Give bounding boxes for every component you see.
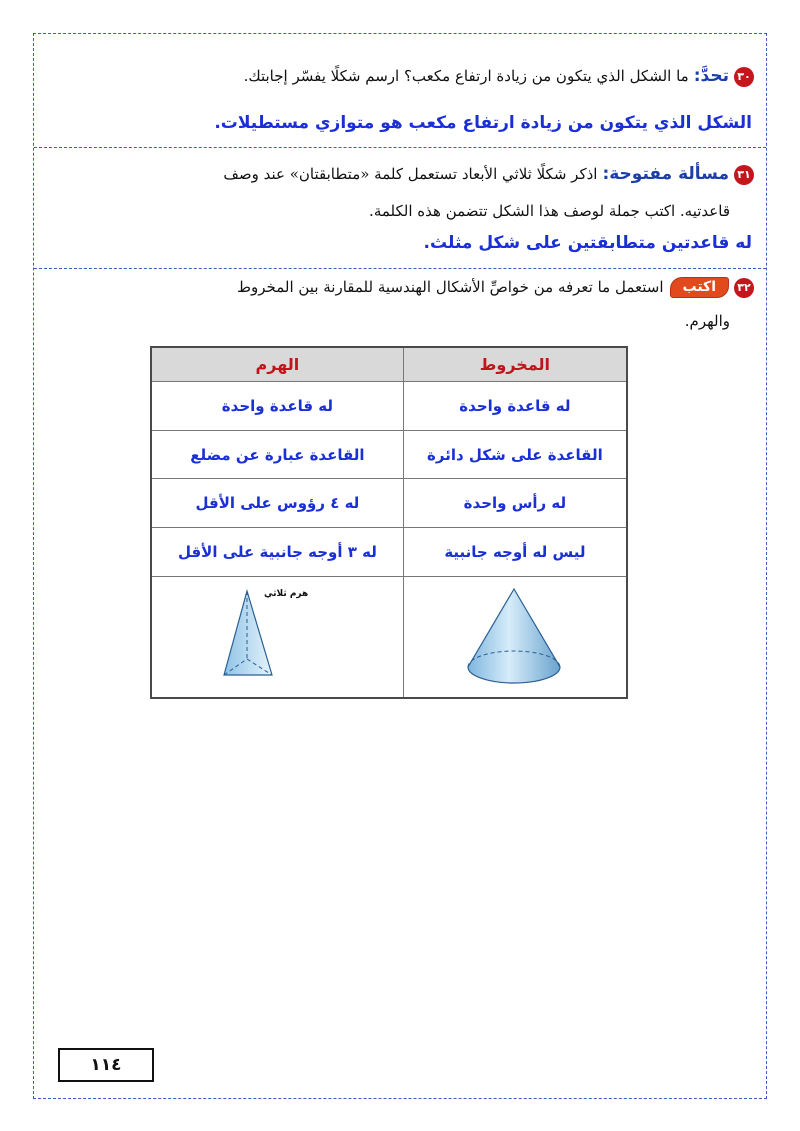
cone-cell: له رأس واحدة bbox=[403, 479, 627, 528]
table-row bbox=[151, 528, 627, 577]
pyramid-cell: له قاعدة واحدة bbox=[151, 382, 403, 431]
question-keyword: تحدَّ bbox=[700, 66, 729, 86]
keyword-colon: : bbox=[602, 164, 610, 184]
cone-figure bbox=[456, 579, 576, 695]
question-text: ما الشكل الذي يتكون من زيادة ارتفاع مكعب؟ ارسم شكلًا يفسّر إجابتك. bbox=[243, 67, 689, 85]
cone-cell: له قاعدة واحدة bbox=[403, 382, 627, 431]
header-cone: المخروط bbox=[403, 347, 627, 382]
question-32 bbox=[237, 277, 754, 298]
question-text-line-2: قاعدتيه. اكتب جملة لوصف هذا الشكل تتضمن هذه الكلمة. bbox=[369, 202, 730, 220]
answer-text: له قاعدتين متطابقتين على شكل مثلث. bbox=[423, 233, 752, 253]
question-number-badge: ٣١ bbox=[734, 165, 754, 185]
question-number-badge: ٣٢ bbox=[734, 278, 754, 298]
pyramid-figure bbox=[210, 579, 290, 695]
write-badge: اكتب bbox=[670, 277, 729, 298]
table-row bbox=[151, 479, 627, 528]
table-header-row bbox=[151, 347, 627, 382]
pyramid-cell: القاعدة عبارة عن مضلع bbox=[151, 430, 403, 479]
cone-cell: القاعدة على شكل دائرة bbox=[403, 430, 627, 479]
answer-30 bbox=[214, 113, 752, 133]
question-keyword: مسألة مفتوحة bbox=[609, 164, 729, 184]
pyramid-cell: له ٤ رؤوس على الأقل bbox=[151, 479, 403, 528]
comparison-table bbox=[150, 346, 628, 699]
cone-cell: ليس له أوجه جانبية bbox=[403, 528, 627, 577]
pyramid-figure-cell bbox=[151, 576, 403, 698]
cone-figure-cell bbox=[403, 576, 627, 698]
question-30 bbox=[244, 66, 754, 87]
question-32-line-2 bbox=[685, 311, 730, 330]
table-row bbox=[151, 430, 627, 479]
question-text-line-2: والهرم. bbox=[684, 312, 730, 330]
page-number: ١١٤ bbox=[58, 1048, 154, 1082]
section-divider bbox=[34, 268, 766, 269]
section-divider bbox=[34, 147, 766, 148]
header-pyramid: الهرم bbox=[151, 347, 403, 382]
question-number-badge: ٣٠ bbox=[734, 67, 754, 87]
answer-31 bbox=[424, 233, 752, 253]
question-text-line-1: اذكر شكلًا ثلاثي الأبعاد تستعمل كلمة «متطابقتان» عند وصف bbox=[223, 165, 598, 183]
keyword-colon: : bbox=[693, 66, 701, 86]
pyramid-cell: له ٣ أوجه جانبية على الأقل bbox=[151, 528, 403, 577]
pyramid-label: هرم ثلاثي bbox=[264, 588, 309, 599]
answer-text: الشكل الذي يتكون من زيادة ارتفاع مكعب هو متوازي مستطيلات. bbox=[214, 113, 752, 133]
question-31-line-2 bbox=[369, 201, 730, 220]
question-text-line-1: استعمل ما تعرفه من خواصِّ الأشكال الهندسية للمقارنة بين المخروط bbox=[237, 278, 664, 296]
question-31 bbox=[223, 164, 754, 185]
figure-row bbox=[151, 576, 627, 698]
table-row bbox=[151, 382, 627, 431]
